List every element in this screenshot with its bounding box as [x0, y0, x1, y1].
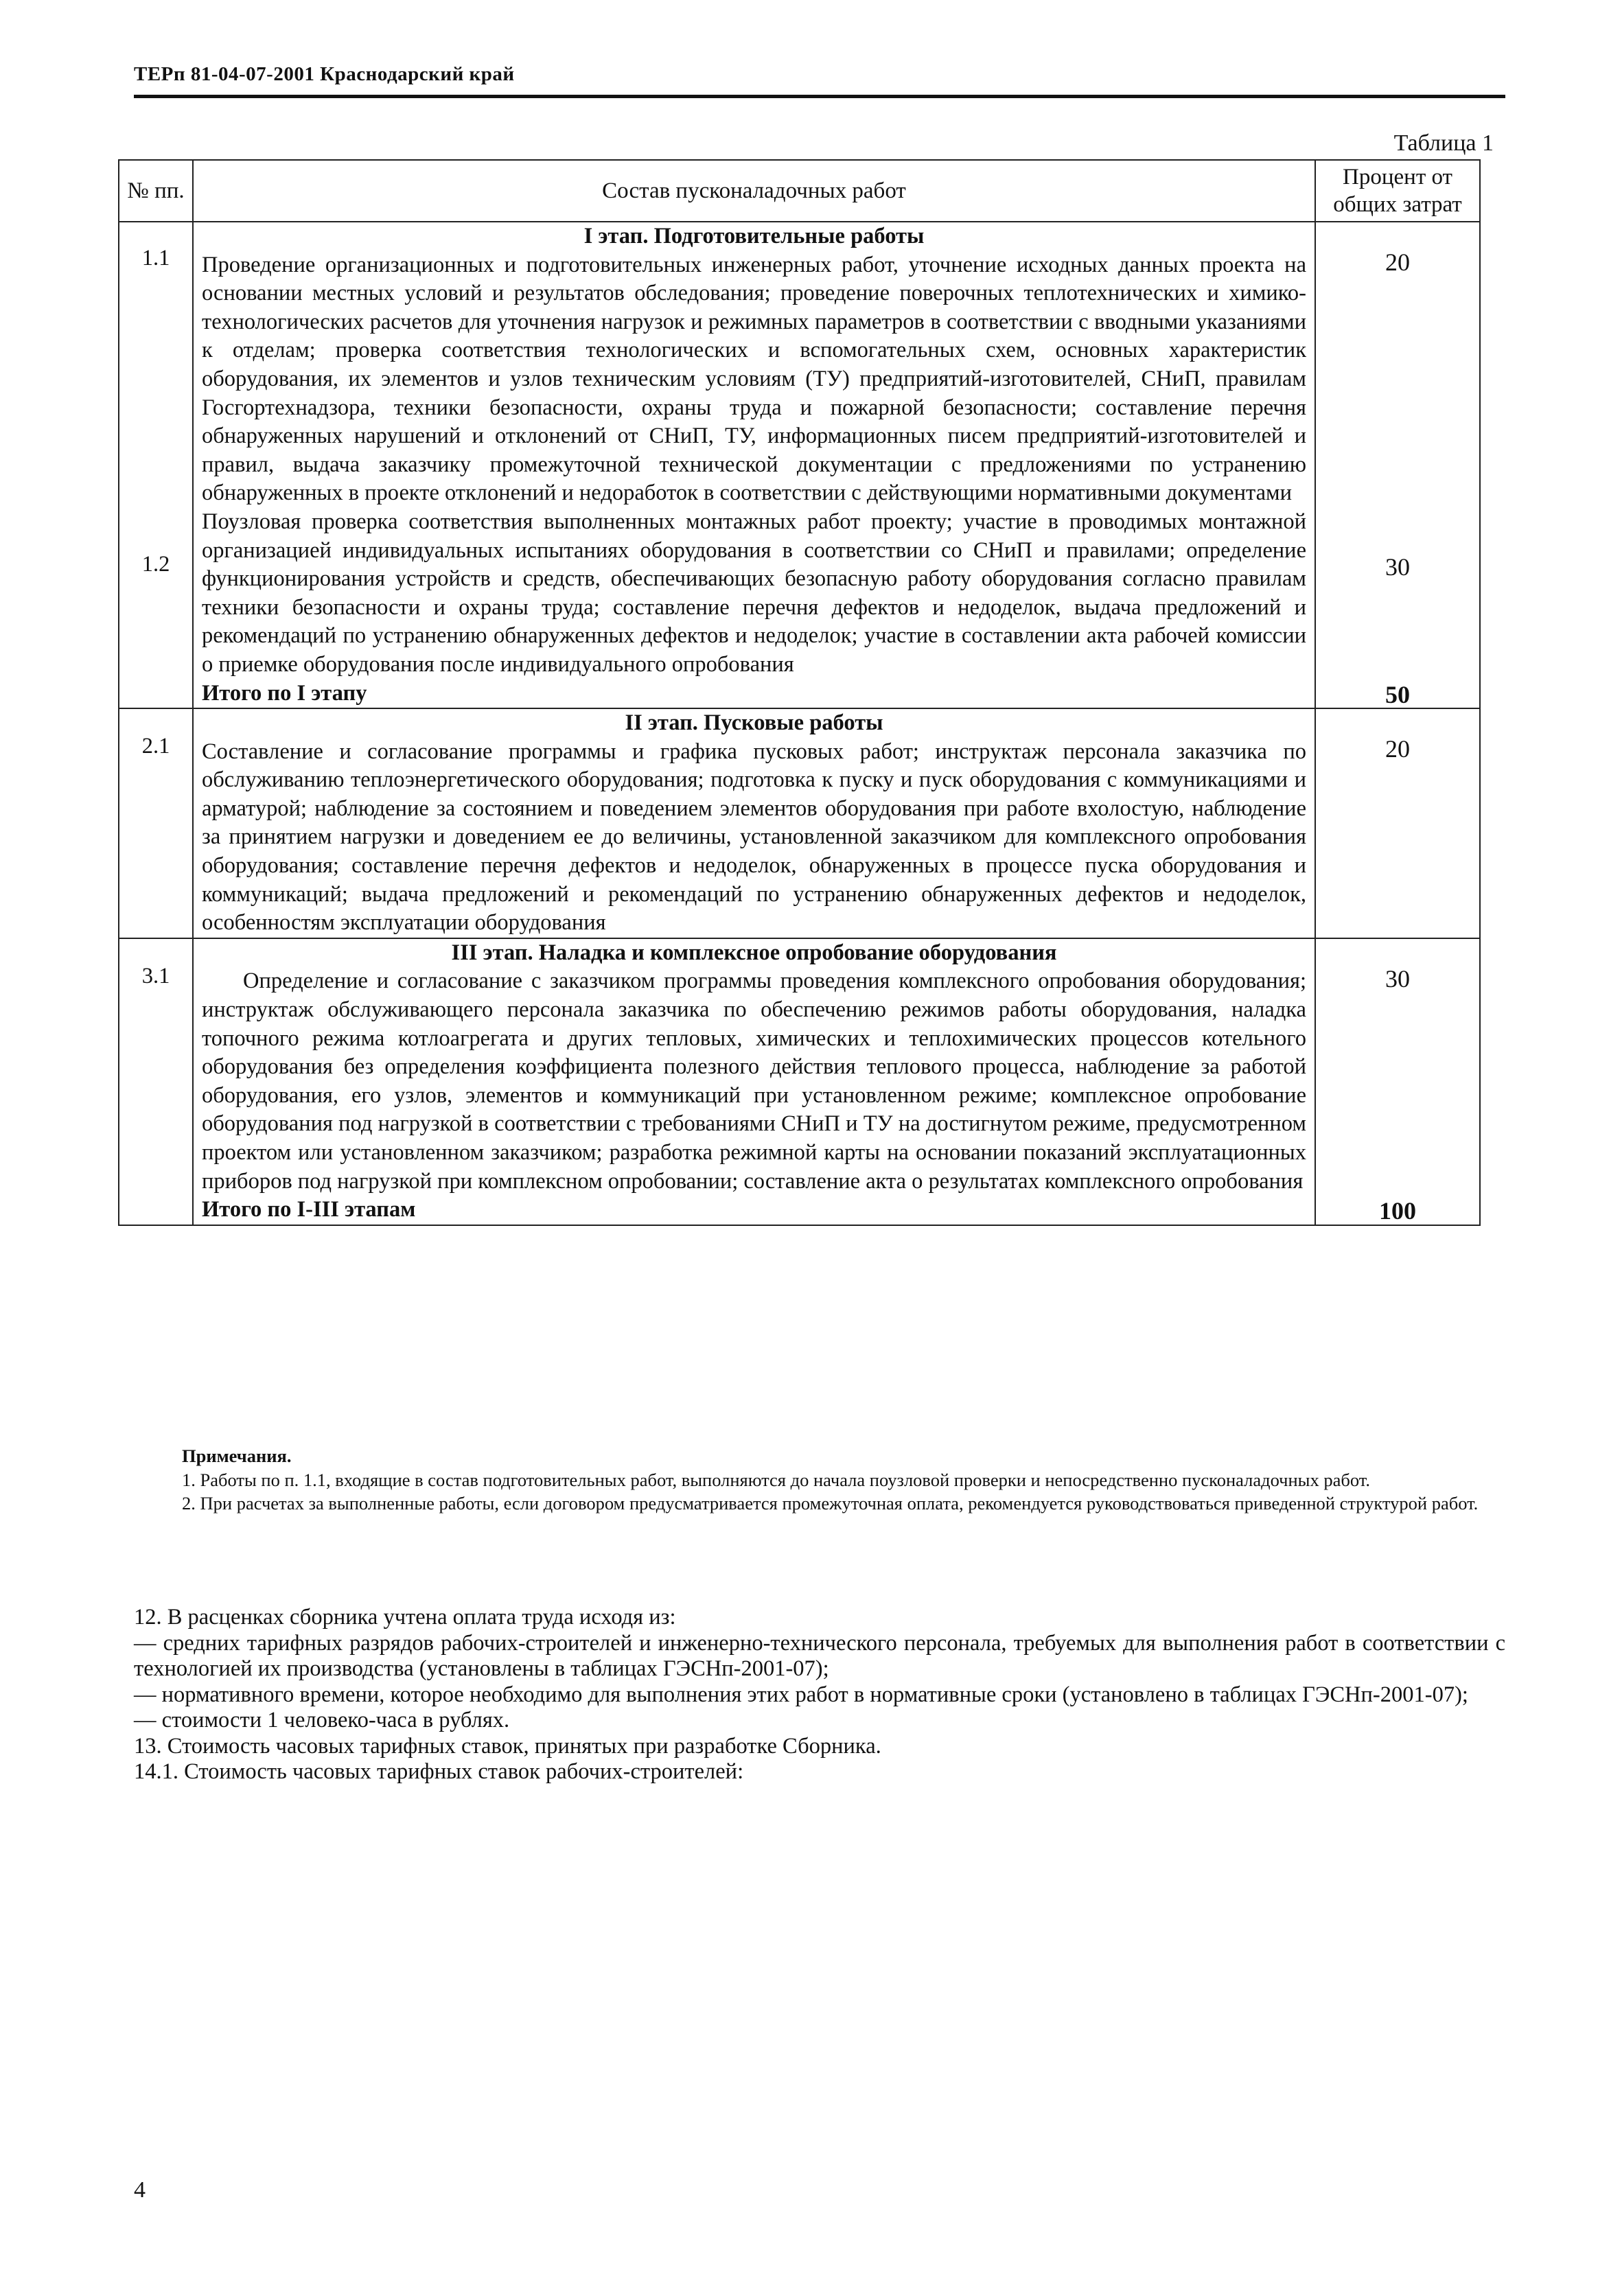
table-caption: Таблица 1 — [1393, 130, 1494, 156]
bullet-item: — средних тарифных разрядов рабочих-строителей и инженерно-технического персонала, требуемых для выполнения работ в соответствии с технологией их производства (установлены в таблицах ГЭСНп-2001-07); — [134, 1630, 1505, 1681]
col-header-percent: Процент от общих затрат — [1315, 160, 1480, 222]
stage-title: II этап. Пусковые работы — [625, 710, 883, 736]
paragraph-14-1: 14.1. Стоимость часовых тарифных ставок рабочих-строителей: — [134, 1759, 744, 1784]
percent-value: 30 — [1385, 553, 1410, 581]
bullet-item: — нормативного времени, которое необходимо для выполнения этих работ в нормативные сроки (установлено в таблицах ГЭСНп-2001-07); — [134, 1682, 1468, 1707]
stage-row — [119, 708, 1480, 938]
stage-total-label: Итого по I этапу — [202, 680, 367, 706]
note-item: 1. Работы по п. 1.1, входящие в состав подготовительных работ, выполняются до начала поузловой проверки и непосредственно пусконаладочных работ. — [182, 1469, 1370, 1490]
work-description: Поузловая проверка соответствия выполненных монтажных работ проекту; участие в проводимых монтажной организацией индивидуальных испытаниях оборудования в соответствии со СНиП и правилами; определение функционирования устройств и средств, обеспечивающих безопасную работу оборудования согласно правилам техники безопасности и охраны труда; составление перечня дефектов и недоделок, выдача предложений и рекомендаций по устранению обнаруженных дефектов и недоделок; участие в составлении акта рабочей комиссии о приемке оборудования после индивидуального опробования — [202, 509, 1306, 677]
stage-title: I этап. Подготовительные работы — [583, 224, 925, 248]
row-number: 2.1 — [141, 734, 170, 759]
row-number: 1.2 — [141, 551, 170, 577]
work-description: Составление и согласование программы и графика пусковых работ; инструктаж персонала заказчика по обслуживанию теплоэнергетического оборудования; подготовка к пуску и пуск оборудования с коммуникациями и арматурой; наблюдение за состоянием и поведением элементов оборудования при работе вхолостую, наблюдение за принятием нагрузки и доведением ее до величины, установленной заказчиком для комплексного опробования оборудования; составление перечня дефектов и недоделок, обнаруженных в процессе пуска оборудования и коммуникаций; выдача предложений и рекомендаций по устранению обнаруженных дефектов и недоделок, особенностям эксплуатации оборудования — [202, 739, 1306, 936]
work-description: Определение и согласование с заказчиком программы проведения комплексного опробования оборудования; инструктаж обслуживающего персонала заказчика по обеспечению режимов работы оборудования, наладка топочного режима котлоагрегата и других тепловых, химических и теплохимических процессов котельного оборудования без определения коэффициента полезного действия теплового процесса, наблюдение за работой оборудования, его узлов, элементов и коммуникаций при установленном режиме; комплексное опробование оборудования под нагрузкой в соответствии с требованиями СНиП и ТУ на достигнутом режиме, предусмотренном проектом или установленном заказчиком; разработка режимной карты на основании показаний эксплуатационных приборов под нагрузкой при комплексном опробовании; составление акта о результатах комплексного опробования — [202, 969, 1306, 1194]
col-header-content: Состав пусконаладочных работ — [193, 160, 1315, 222]
paragraph-13: 13. Стоимость часовых тарифных ставок, принятых при разработке Сборника. — [134, 1733, 881, 1759]
col-header-num: № пп. — [119, 160, 193, 222]
percent-value: 20 — [1385, 248, 1410, 276]
stage-row — [119, 222, 1480, 708]
stage-total-label: Итого по I-III этапам — [202, 1197, 416, 1222]
percent-value: 20 — [1385, 735, 1410, 763]
page-number: 4 — [134, 2177, 146, 2203]
body-text — [134, 1605, 1505, 1785]
row-number: 3.1 — [141, 963, 170, 988]
notes-title: Примечания. — [182, 1446, 292, 1466]
stage-total-value: 100 — [1379, 1197, 1416, 1225]
percent-value: 30 — [1385, 964, 1410, 993]
header-rule — [134, 95, 1505, 98]
table-header-row — [119, 160, 1480, 222]
note-item: 2. При расчетах за выполненные работы, если договором предусматривается промежуточная оплата, рекомендуется руководствоваться приведенной структурой работ. — [182, 1493, 1479, 1514]
stage-title: III этап. Наладка и комплексное опробование оборудования — [451, 940, 1057, 965]
work-description: Проведение организационных и подготовительных инженерных работ, уточнение исходных данных проекта на основании местных условий и результатов обследования; проведение поверочных теплотехнических и химико-технологических расчетов для уточнения нагрузок и режимных параметров в соответствии с вводными указаниями к отделам; проверка соответствия технологических и вспомогательных схем, основных характеристик оборудования, их элементов и узлов техническим условиям (ТУ) предприятий-изготовителей, СНиП, правилам Госгортехнадзора, техники безопасности, охраны труда и пожарной безопасности; составление перечня обнаруженных нарушений и отклонений от СНиП, ТУ, информационных писем предприятий-изготовителей и правил, выдача заказчику промежуточной технической документации с предложениями по устранению обнаруженных в проекте отклонений и недоработок в соответствии с действующими нормативными документами — [202, 252, 1306, 506]
paragraph-12: 12. В расценках сборника учтена оплата труда исходя из: — [134, 1605, 676, 1630]
works-table — [118, 159, 1481, 1226]
stage-row — [119, 938, 1480, 1225]
stage-total-value: 50 — [1385, 680, 1410, 708]
notes-block — [134, 1444, 1505, 1516]
bullet-item: — стоимости 1 человеко-часа в рублях. — [134, 1708, 510, 1732]
row-number: 1.1 — [141, 246, 170, 270]
running-header: ТЕРп 81-04-07-2001 Краснодарский край — [134, 63, 515, 85]
